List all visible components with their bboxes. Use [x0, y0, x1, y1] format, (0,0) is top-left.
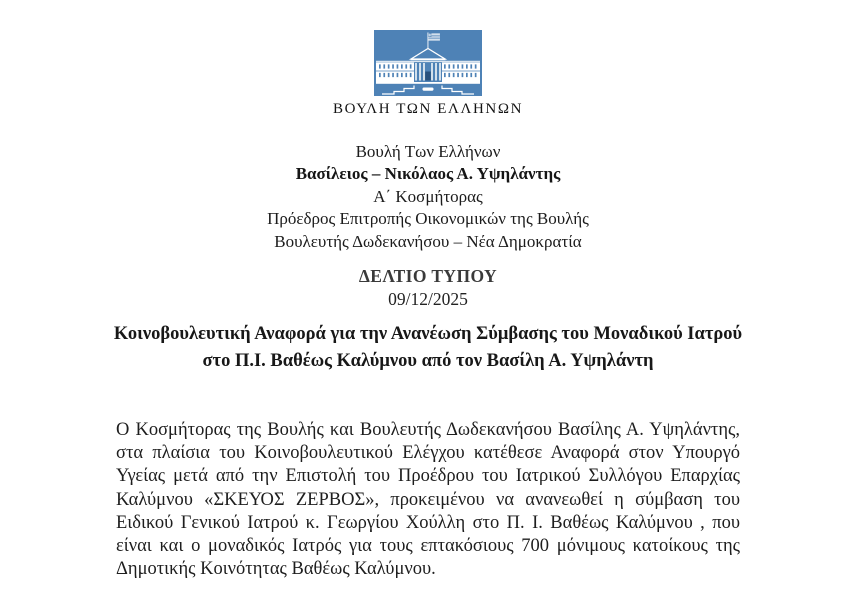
press-release-title: Κοινοβουλευτική Αναφορά για την Ανανέωση Σύμβασης του Μοναδικού Ιατρού στο Π.Ι. Βαθέως Καλύμνου από τον Βασίλη Α. Υψηλάντη [113, 324, 743, 372]
press-release-label: ΔΕΛΤΙΟ ΤΥΠΟΥ [358, 266, 498, 287]
letterhead-role-committee: Πρόεδρος Επιτροπής Οικονομικών της Βουλής [267, 209, 589, 229]
letterhead [0, 141, 856, 253]
letterhead-name: Βασίλειος – Νικόλαος Α. Υψηλάντης [295, 164, 561, 184]
press-release-header [0, 265, 856, 311]
parliament-building-icon [374, 30, 482, 96]
letterhead-role-mp: Βουλευτής Δωδεκανήσου – Νέα Δημοκρατία [274, 231, 582, 251]
logo-caption: ΒΟΥΛΗ ΤΩΝ ΕΛΛΗΝΩΝ [332, 101, 524, 117]
press-release-body: Ο Κοσμήτορας της Βουλής και Βουλευτής Δωδεκανήσου Βασίλης Α. Υψηλάντης, στα πλαίσια του Κοινοβουλευτικού Ελέγχου κατέθεσε Αναφορά στον Υπουργό Υγείας μετά από την Επιστολή του Προέδρου του Ιατρικού Συλλόγου Επαρχίας Καλύμνου «ΣΚΕΥΟΣ ΖΕΡΒΟΣ», προκειμένου να ανανεωθεί η σύμβαση του Ειδικού Γενικού Ιατρού κ. Γεωργίου Χούλλη στο Π. Ι. Βαθέως Καλύμνου , που είναι και ο μοναδικός Ιατρός για τους επτακόσιους 700 μόνιμους κατοίκους της Δημοτικής Κοινότητας Βαθέως Καλύμνου. [116, 420, 740, 580]
parliament-logo [0, 0, 856, 118]
press-release-date: 09/12/2025 [388, 289, 468, 310]
letterhead-institution: Βουλή Των Ελλήνων [355, 142, 501, 161]
letterhead-role-quaestor: Α΄ Κοσμήτορας [373, 186, 483, 206]
